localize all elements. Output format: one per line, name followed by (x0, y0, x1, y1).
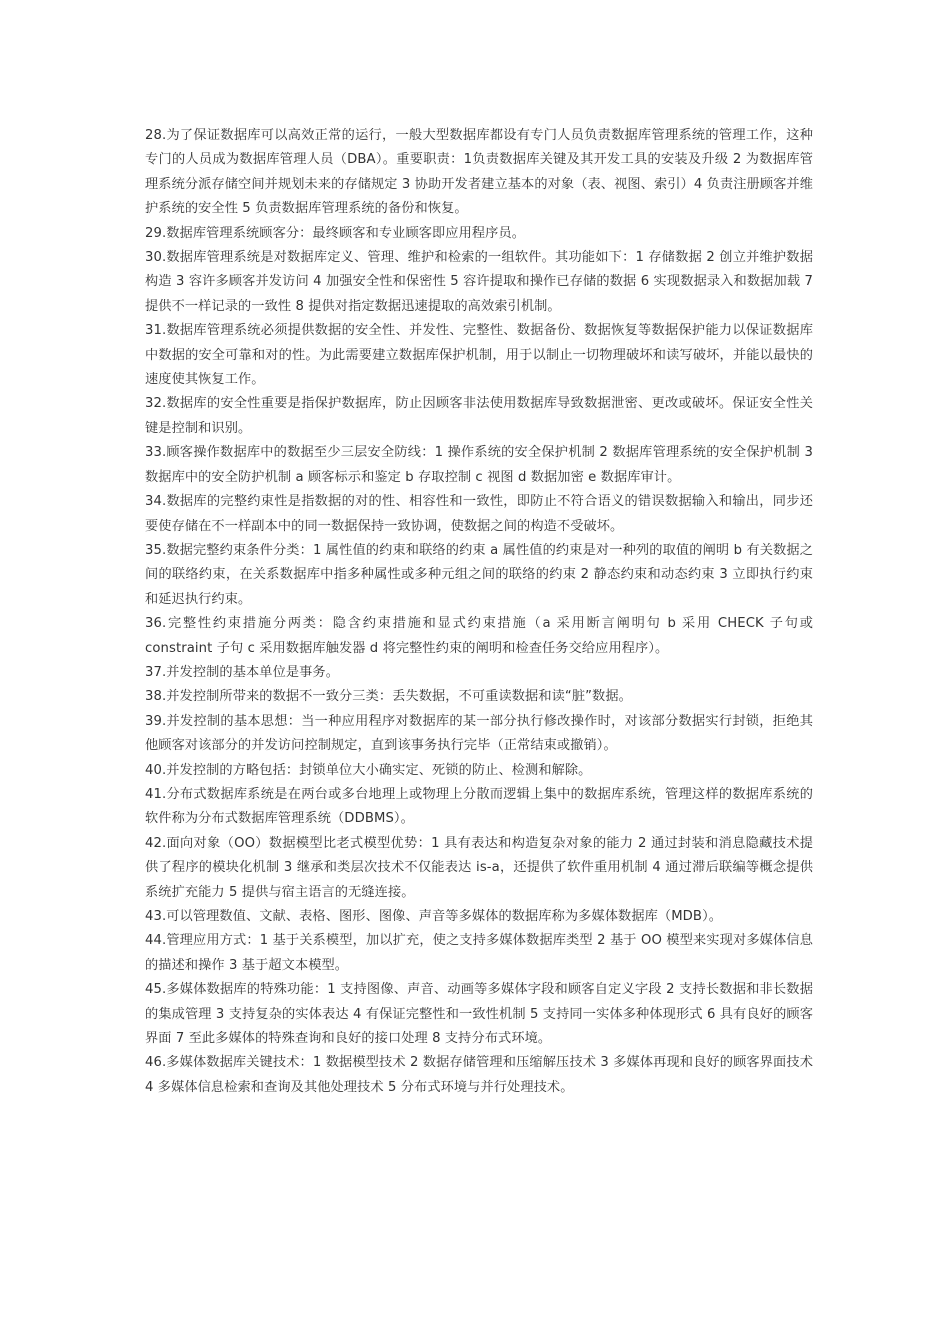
paragraph-46: 46.多媒体数据库关键技术：1 数据模型技术 2 数据存储管理和压缩解压技术 3 多媒体再现和良好的顾客界面技术 4 多媒体信息检索和查询及其他处理技术 5 分布式环境与并行处理技术。 (145, 1055, 813, 1095)
paragraph-39: 39.并发控制的基本思想：当一种应用程序对数据库的某一部分执行修改操作时，对该部分数据实行封锁，拒绝其他顾客对该部分的并发访问控制规定，直到该事务执行完毕（正常结束或撤销）。 (145, 713, 813, 754)
paragraph-41: 41.分布式数据库系统是在两台或多台地理上或物理上分散而逻辑上集中的数据库系统，管理这样的数据库系统的软件称为分布式数据库管理系统（DDBMS）。 (145, 786, 813, 827)
paragraph-29: 29.数据库管理系统顾客分：最终顾客和专业顾客即应用程序员。 (145, 225, 526, 241)
paragraph-38: 38.并发控制所带来的数据不一致分三类：丢失数据，不可重读数据和读“脏”数据。 (145, 689, 632, 705)
paragraph-35: 35.数据完整约束条件分类：1 属性值的约束和联络的约束 a 属性值的约束是对一种列的取值的阐明 b 有关数据之间的联络约束，在关系数据库中指多种属性或多种元组之间的联络的约束 2 静态约束和动态约束 3 立即执行约束和延迟执行约束。 (145, 542, 813, 607)
paragraph-31: 31.数据库管理系统必须提供数据的安全性、并发性、完整性、数据备份、数据恢复等数据保护能力以保证数据库中数据的安全可靠和对的性。为此需要建立数据库保护机制，用于以制止一切物理破坏和读写破坏，并能以最快的速度使其恢复工作。 (145, 323, 813, 388)
paragraph-40: 40.并发控制的方略包括：封锁单位大小确实定、死锁的防止、检测和解除。 (145, 762, 592, 778)
paragraph-43: 43.可以管理数值、文献、表格、图形、图像、声音等多媒体的数据库称为多媒体数据库（MDB）。 (145, 909, 723, 924)
paragraph-36: 36.完整性约束措施分两类：隐含约束措施和显式约束措施（a 采用断言阐明句 b 采用 CHECK 子句或 constraint 子句 c 采用数据库触发器 d 将完整性约束的阐明和检查任务交给应用程序）。 (145, 616, 813, 656)
paragraph-44: 44.管理应用方式：1 基于关系模型，加以扩充，使之支持多媒体数据库类型 2 基于 OO 模型来实现对多媒体信息的描述和操作 3 基于超文本模型。 (145, 933, 813, 973)
paragraph-37: 37.并发控制的基本单位是事务。 (145, 664, 340, 680)
paragraph-28: 28.为了保证数据库可以高效正常的运行，一般大型数据库都设有专门人员负责数据库管理系统的管理工作，这种专门的人员成为数据库管理人员（DBA）。重要职责：1负责数据库关键及其开发工具的安装及升级 2 为数据库管理系统分派存储空间并规划未来的存储规定 3 协助开发者建立基本的对象（表、视图、索引）4 负责注册顾客并维护系统的安全性 5 负责数据库管理系统的备份和恢复。 (145, 128, 813, 217)
document-body (145, 124, 813, 1100)
paragraph-42: 42.面向对象（OO）数据模型比老式模型优势：1 具有表达和构造复杂对象的能力 2 通过封装和消息隐藏技术提供了程序的模块化机制 3 继承和类层次技术不仅能表达 is-a，还提供了软件重用机制 4 通过滞后联编等概念提供系统扩充能力 5 提供与宿主语言的无缝连接。 (145, 835, 813, 900)
paragraph-45: 45.多媒体数据库的特殊功能：1 支持图像、声音、动画等多媒体字段和顾客自定义字段 2 支持长数据和非长数据的集成管理 3 支持复杂的实体表达 4 有保证完整性和一致性机制 5 支持同一实体多种体现形式 6 具有良好的顾客界面 7 至此多媒体的特殊查询和良好的接口处理 8 支持分布式环境。 (145, 982, 813, 1047)
paragraph-34: 34.数据库的完整约束性是指数据的对的性、相容性和一致性，即防止不符合语义的错误数据输入和输出，同步还要使存储在不一样副本中的同一数据保持一致协调，使数据之间的构造不受破坏。 (145, 494, 813, 534)
paragraph-30: 30.数据库管理系统是对数据库定义、管理、维护和检索的一组软件。其功能如下：1 存储数据 2 创立并维护数据构造 3 容许多顾客并发访问 4 加强安全性和保密性 5 容许提取和操作已存储的数据 6 实现数据录入和数据加载 7 提供不一样记录的一致性 8 提供对指定数据迅速提取的高效索引机制。 (145, 250, 813, 314)
paragraph-32: 32.数据库的安全性重要是指保护数据库，防止因顾客非法使用数据库导致数据泄密、更改或破坏。保证安全性关键是控制和识别。 (145, 396, 813, 436)
paragraph-33: 33.顾客操作数据库中的数据至少三层安全防线：1 操作系统的安全保护机制 2 数据库管理系统的安全保护机制 3 数据库中的安全防护机制 a 顾客标示和鉴定 b 存取控制 c 视图 d 数据加密 e 数据库审计。 (145, 445, 813, 485)
